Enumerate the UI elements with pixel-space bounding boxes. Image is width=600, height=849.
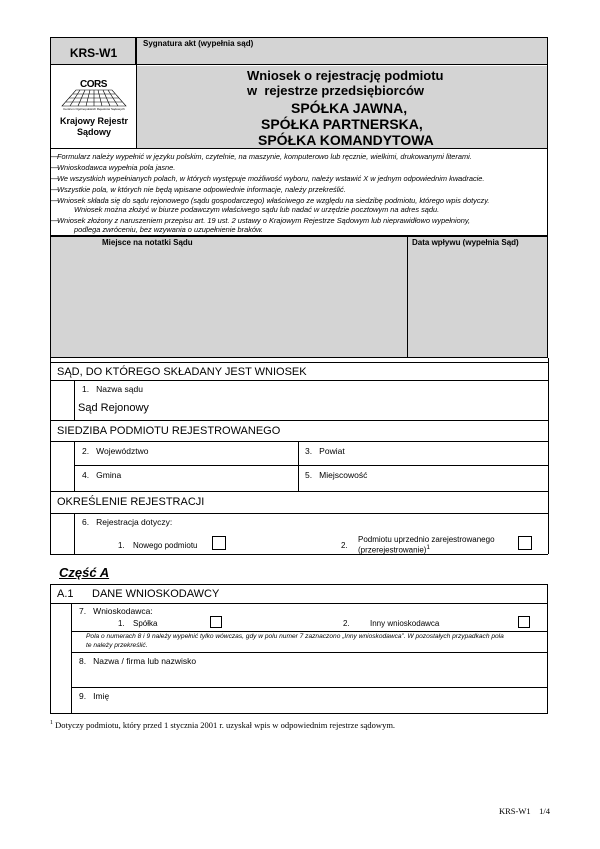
court-name-label: 1. Nazwa sądu <box>82 384 143 394</box>
field-border <box>74 513 75 554</box>
section-rule <box>50 554 548 555</box>
instruction-item: Wniosek złożony z naruszeniem przepisu art. 19 ust. 2 ustawy o Krajowym Rejestrze Sądowym lub nieprawidłowo wypełniony, <box>57 216 471 225</box>
section-rule <box>50 603 548 604</box>
section-rule <box>50 513 548 514</box>
title-line4: SPÓŁKA PARTNERSKA, <box>261 116 423 132</box>
cors-logo <box>58 76 130 112</box>
logo-text: CORS <box>80 79 107 90</box>
court-name-value[interactable]: Sąd Rejonowy <box>78 402 149 414</box>
registration-section-heading: OKREŚLENIE REJESTRACJI <box>57 496 205 508</box>
instruction-dash: — <box>50 174 58 183</box>
applicant-note-line2: te należy przekreślić. <box>86 642 148 649</box>
field-rule <box>71 631 548 632</box>
instruction-item: Wniosek składa się do sądu rejonowego (sądu gospodarczego) właściwego ze względu na siedzibę podmiotu, którego wpis dotyczy. <box>57 196 490 205</box>
applicant-opt2-num: 2. <box>343 619 350 628</box>
court-notes-area <box>50 236 548 358</box>
reg-option2-label-line1: Podmiotu uprzednio zarejestrowanego <box>358 535 495 544</box>
applicant-label: 7. Wnioskodawca: <box>79 606 153 616</box>
new-entity-checkbox[interactable] <box>212 536 226 550</box>
field-rule <box>71 652 548 653</box>
reg-option1-num: 1. <box>118 541 125 550</box>
name-input[interactable] <box>72 666 547 687</box>
re-registration-checkbox[interactable] <box>518 536 532 550</box>
instruction-dash: — <box>50 216 58 225</box>
court-name-field[interactable] <box>74 380 548 420</box>
applicant-opt2-label: Inny wnioskodawca <box>370 619 440 628</box>
instruction-dash: — <box>50 196 58 205</box>
left-border <box>50 358 51 554</box>
reg-option1-label: Nowego podmiotu <box>133 541 198 550</box>
section-rule <box>50 420 548 421</box>
instruction-dash: — <box>50 152 58 161</box>
form-code: KRS-W1 <box>69 46 118 60</box>
page-number: 1/4 <box>539 806 551 816</box>
registry-name: Krajowy Rejestr Sądowy <box>59 116 129 137</box>
footnote <box>50 720 395 730</box>
first-name-input[interactable] <box>72 701 547 713</box>
applicant-note-line1: Pola o numerach 8 i 9 należy wypełnić tylko wówczas, gdy w polu numer 7 zaznaczono „Inny wnioskodawca”. W pozostałych przypadkach pola <box>86 633 504 640</box>
commune-field[interactable]: 4. Gmina <box>82 470 122 480</box>
title-line3: SPÓŁKA JAWNA, <box>291 100 408 116</box>
court-section-heading: SĄD, DO KTÓREGO SKŁADANY JEST WNIOSEK <box>57 366 307 378</box>
company-checkbox[interactable] <box>210 616 222 628</box>
voivodeship-field[interactable]: 2. Województwo <box>82 446 149 456</box>
instruction-item: Wszystkie pola, w których nie będą wpisane odpowiednie informacje, należy przekreślić. <box>57 185 346 194</box>
reg-option2-num: 2. <box>341 541 348 550</box>
section-rule <box>50 491 548 492</box>
court-notes-label: Miejsce na notatki Sądu <box>102 238 193 247</box>
instruction-item: podlega zwróceniu, bez wzywania o uzupełnienie braków. <box>74 225 263 234</box>
part-a-section-num: A.1 <box>57 588 74 600</box>
page-footer <box>499 806 550 816</box>
section-rule <box>50 362 548 363</box>
other-applicant-checkbox[interactable] <box>518 616 530 628</box>
instruction-item: Formularz należy wypełnić w języku polskim, czytelnie, na maszynie, komputerowo lub ręcznie, wielkimi, drukowanymi literami. <box>57 152 472 161</box>
title-line5: SPÓŁKA KOMANDYTOWA <box>258 132 434 148</box>
right-border <box>548 358 549 554</box>
court-notes-divider <box>407 236 408 358</box>
seat-section-heading: SIEDZIBA PODMIOTU REJESTROWANEGO <box>57 425 281 437</box>
footer-form-code: KRS-W1 <box>499 806 531 816</box>
footnote-text: Dotyczy podmiotu, który przed 1 stycznia 2001 r. uzyskał wpis w odpowiednim rejestrze sądowym. <box>55 720 396 730</box>
county-field[interactable]: 3. Powiat <box>305 446 345 456</box>
logo-small: Centrum Ogólnopolskich Rejestrów Sądowych <box>63 107 125 111</box>
applicant-opt1-label: Spółka <box>133 619 158 628</box>
field-border <box>71 603 72 714</box>
footnote-marker: 1 <box>426 545 430 551</box>
locality-field[interactable]: 5. Miejscowość <box>305 470 368 480</box>
receipt-date-label: Data wpływu (wypełnia Sąd) <box>412 238 519 247</box>
instruction-dash: — <box>50 163 58 172</box>
field-border <box>74 441 75 491</box>
part-a-section-title: DANE WNIOSKODAWCY <box>92 588 220 600</box>
instruction-dash: — <box>50 185 58 194</box>
field-rule <box>71 687 548 688</box>
title-line1: Wniosek o rejestrację podmiotu <box>247 68 444 83</box>
part-a-heading: Część A <box>59 565 110 580</box>
field-divider <box>298 441 299 491</box>
registration-type-label: 6. Rejestracja dotyczy: <box>82 517 173 527</box>
reg-option2-label-text: (przerejestrowanie) <box>358 545 427 555</box>
signature-label: Sygnatura akt (wypełnia sąd) <box>143 39 254 48</box>
section-rule <box>50 441 548 442</box>
instruction-item: Wnioskodawca wypełnia pola jasne. <box>57 163 176 172</box>
applicant-opt1-num: 1. <box>118 619 125 628</box>
first-name-label: 9. Imię <box>79 691 110 701</box>
instruction-item: Wniosek można złożyć w biurze podawczym właściwego sądu lub nadać w urzędzie pocztowym na adres sądu. <box>74 205 440 214</box>
title-line2: w rejestrze przedsiębiorców <box>247 83 425 98</box>
instruction-item: We wszystkich wypełnianych polach, w których występuje możliwość wyboru, należy wstawić X w jednym odpowiednim kwadracie. <box>57 174 485 183</box>
name-field-label: 8. Nazwa / firma lub nazwisko <box>79 656 197 666</box>
footnote-number: 1 <box>50 720 53 727</box>
field-rule <box>74 465 548 466</box>
